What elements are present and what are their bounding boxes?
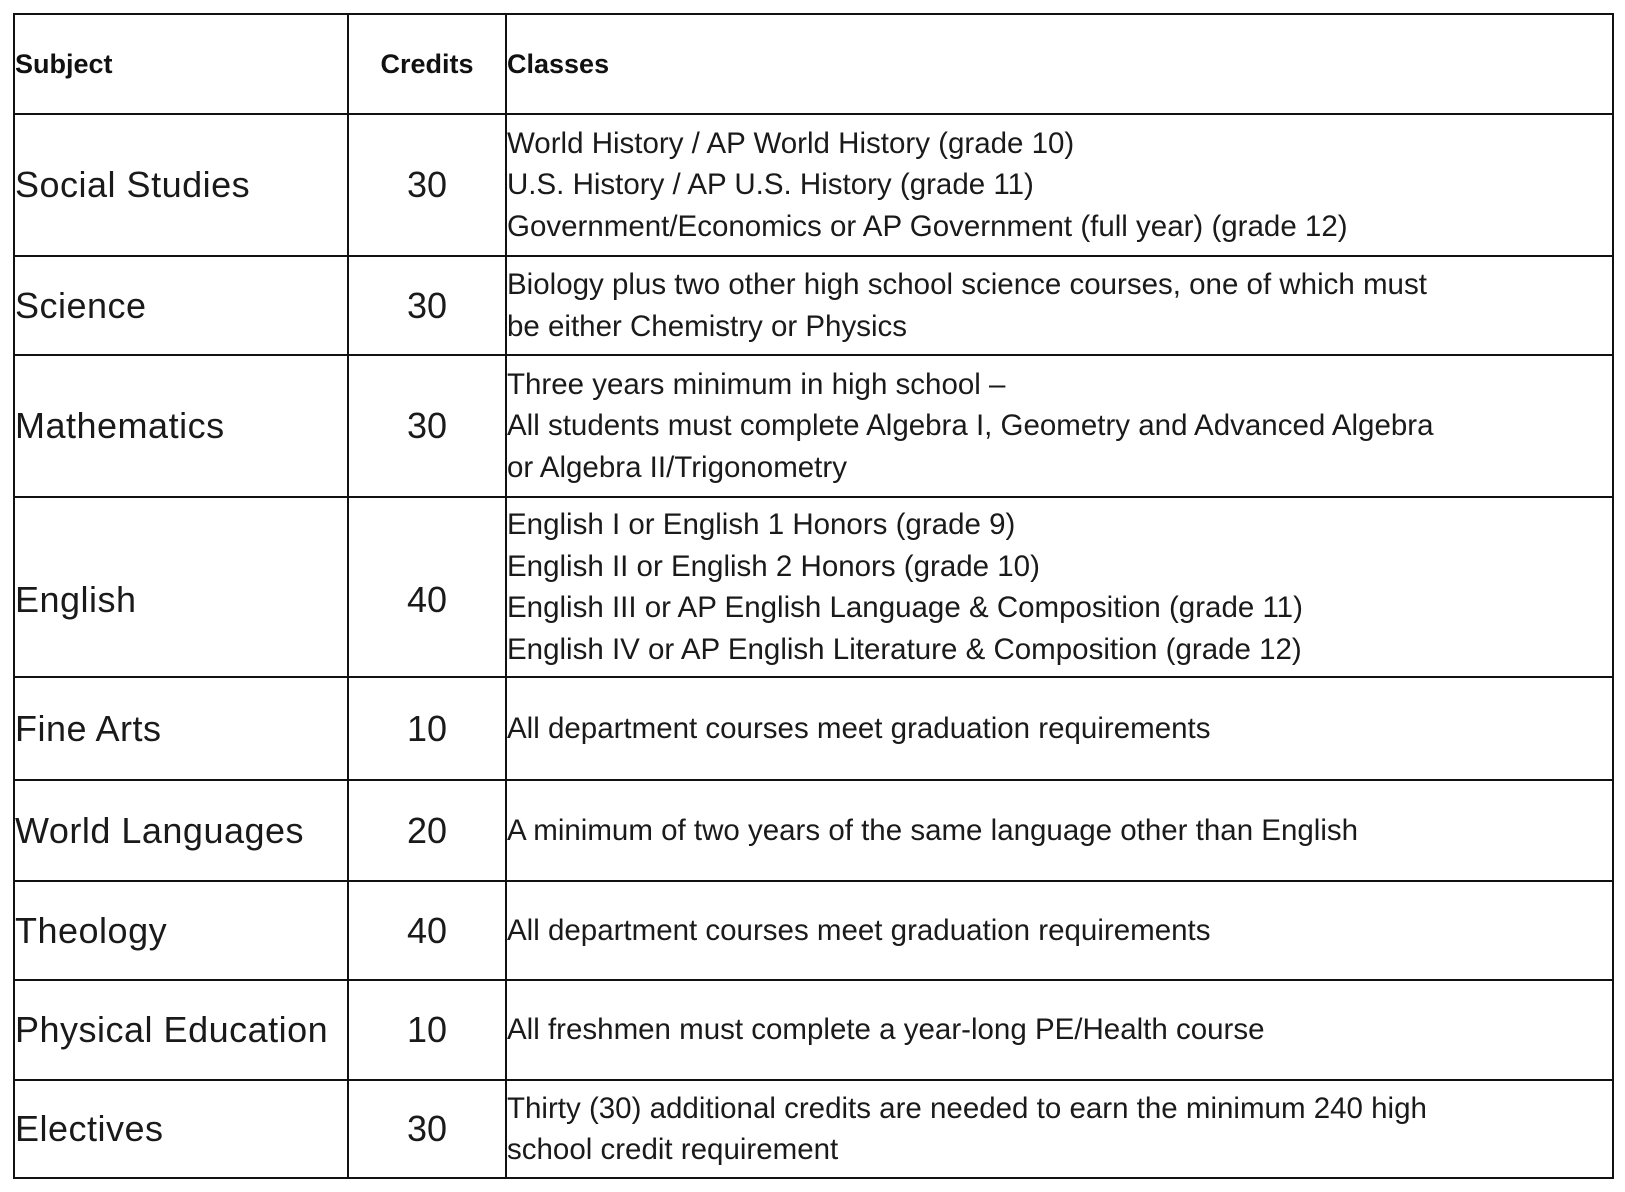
class-line: Biology plus two other high school science courses, one of which must	[507, 268, 1427, 301]
credits-cell: 10	[348, 980, 506, 1080]
classes-cell	[506, 881, 1613, 980]
table-row	[14, 780, 1613, 881]
class-line: U.S. History / AP U.S. History (grade 11)	[507, 168, 1034, 202]
table-row	[14, 497, 1613, 677]
classes-cell	[506, 256, 1613, 355]
subject-cell: Theology	[14, 881, 348, 980]
header-row	[14, 14, 1613, 114]
header-credits: Credits	[348, 14, 506, 114]
classes-cell	[506, 780, 1613, 881]
table-row	[14, 114, 1613, 256]
credits-cell: 30	[348, 1080, 506, 1178]
class-line: Government/Economics or AP Government (full year) (grade 12)	[507, 209, 1348, 243]
class-line: Thirty (30) additional credits are needed to earn the minimum 240 high	[507, 1091, 1427, 1125]
class-line: A minimum of two years of the same language other than English	[507, 813, 1359, 847]
class-line: English II or English 2 Honors (grade 10)	[507, 549, 1040, 583]
credits-cell: 40	[348, 497, 506, 677]
graduation-requirements-table	[13, 13, 1614, 1179]
subject-cell: Mathematics	[14, 355, 348, 497]
subject-cell: Fine Arts	[14, 677, 348, 780]
table-row	[14, 355, 1613, 497]
table-row	[14, 1080, 1613, 1178]
class-line: English III or AP English Language & Composition (grade 11)	[507, 591, 1303, 624]
credits-cell: 20	[348, 780, 506, 881]
classes-cell	[506, 114, 1613, 256]
table-row	[14, 881, 1613, 980]
subject-cell: English	[14, 497, 348, 677]
credits-cell: 30	[348, 355, 506, 497]
credits-cell: 30	[348, 114, 506, 256]
class-line: All freshmen must complete a year-long PE/Health course	[507, 1013, 1265, 1047]
table-row	[14, 677, 1613, 780]
header-classes: Classes	[506, 14, 1613, 114]
subject-cell: Electives	[14, 1080, 348, 1178]
classes-cell	[506, 980, 1613, 1080]
class-line: All department courses meet graduation requirements	[507, 913, 1211, 947]
class-line: Three years minimum in high school –	[507, 367, 1006, 401]
class-line: English IV or AP English Literature & Composition (grade 12)	[507, 632, 1302, 666]
class-line: school credit requirement	[507, 1133, 839, 1166]
table-row	[14, 980, 1613, 1080]
classes-cell	[506, 1080, 1613, 1178]
subject-cell: Physical Education	[14, 980, 348, 1080]
classes-cell	[506, 677, 1613, 780]
header-subject: Subject	[14, 14, 348, 114]
class-line: World History / AP World History (grade 10)	[507, 126, 1075, 160]
credits-cell: 10	[348, 677, 506, 780]
class-line: be either Chemistry or Physics	[507, 309, 908, 343]
class-line: English I or English 1 Honors (grade 9)	[507, 508, 1016, 541]
class-line: or Algebra II/Trigonometry	[507, 450, 847, 484]
classes-cell	[506, 355, 1613, 497]
classes-cell	[506, 497, 1613, 677]
table-row	[14, 256, 1613, 355]
subject-cell: World Languages	[14, 780, 348, 881]
subject-cell: Science	[14, 256, 348, 355]
class-line: All department courses meet graduation requirements	[507, 711, 1211, 745]
class-line: All students must complete Algebra I, Geometry and Advanced Algebra	[507, 409, 1434, 443]
credits-cell: 40	[348, 881, 506, 980]
credits-cell: 30	[348, 256, 506, 355]
subject-cell: Social Studies	[14, 114, 348, 256]
